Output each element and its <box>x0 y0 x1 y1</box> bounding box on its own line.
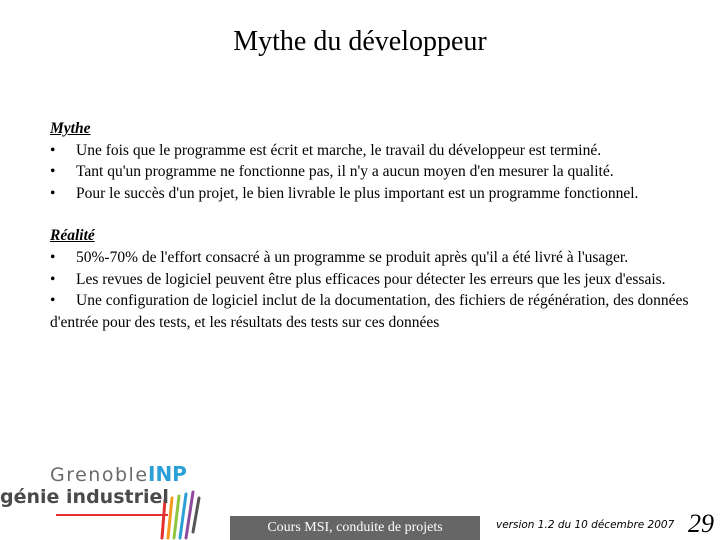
list-item <box>50 183 710 205</box>
page-number: 29 <box>688 509 714 538</box>
section-realite <box>50 225 710 333</box>
list-item-text: Une configuration de logiciel inclut de la documentation, des fichiers de régénération, des données d'entrée pour des tests, et les résultats des tests sur ces données <box>50 292 689 331</box>
list-item-text: Pour le succès d'un projet, le bien livrable le plus important est un programme fonctionnel. <box>76 184 639 202</box>
bullet: • <box>50 248 56 266</box>
logo-city-text: Grenoble <box>50 464 149 486</box>
bullet: • <box>50 141 56 159</box>
bullet: • <box>50 163 56 181</box>
footer-version: version 1.2 du 10 décembre 2007 <box>496 519 675 531</box>
section-heading: Mythe <box>50 120 91 137</box>
slide-body <box>50 118 710 354</box>
list-item <box>50 161 710 183</box>
grenoble-inp-logo <box>0 452 210 540</box>
list-item <box>50 247 710 269</box>
list-item <box>50 140 710 162</box>
list-item-text: 50%-70% de l'effort consacré à un programme se produit après qu'il a été livré à l'usager. <box>76 248 629 266</box>
list-item-text: Tant qu'un programme ne fonctionne pas, il n'y a aucun moyen d'en mesurer la qualité. <box>76 163 614 181</box>
logo-department-text: génie industriel <box>0 486 169 508</box>
section-mythe <box>50 118 710 204</box>
footer-course-label: Cours MSI, conduite de projets <box>230 516 480 540</box>
list-item <box>50 269 710 291</box>
list-item-text: Une fois que le programme est écrit et marche, le travail du développeur est terminé. <box>76 141 602 159</box>
logo-inp-text: INP <box>148 462 187 486</box>
bullet: • <box>50 270 56 288</box>
bullet: • <box>50 292 56 310</box>
bullet: • <box>50 184 56 202</box>
list-item-text: Les revues de logiciel peuvent être plus efficaces pour détecter les erreurs que les jeux d'essais. <box>76 270 666 288</box>
section-heading: Réalité <box>50 227 95 245</box>
slide-title: Mythe du développeur <box>233 26 487 57</box>
list-item <box>50 290 710 333</box>
